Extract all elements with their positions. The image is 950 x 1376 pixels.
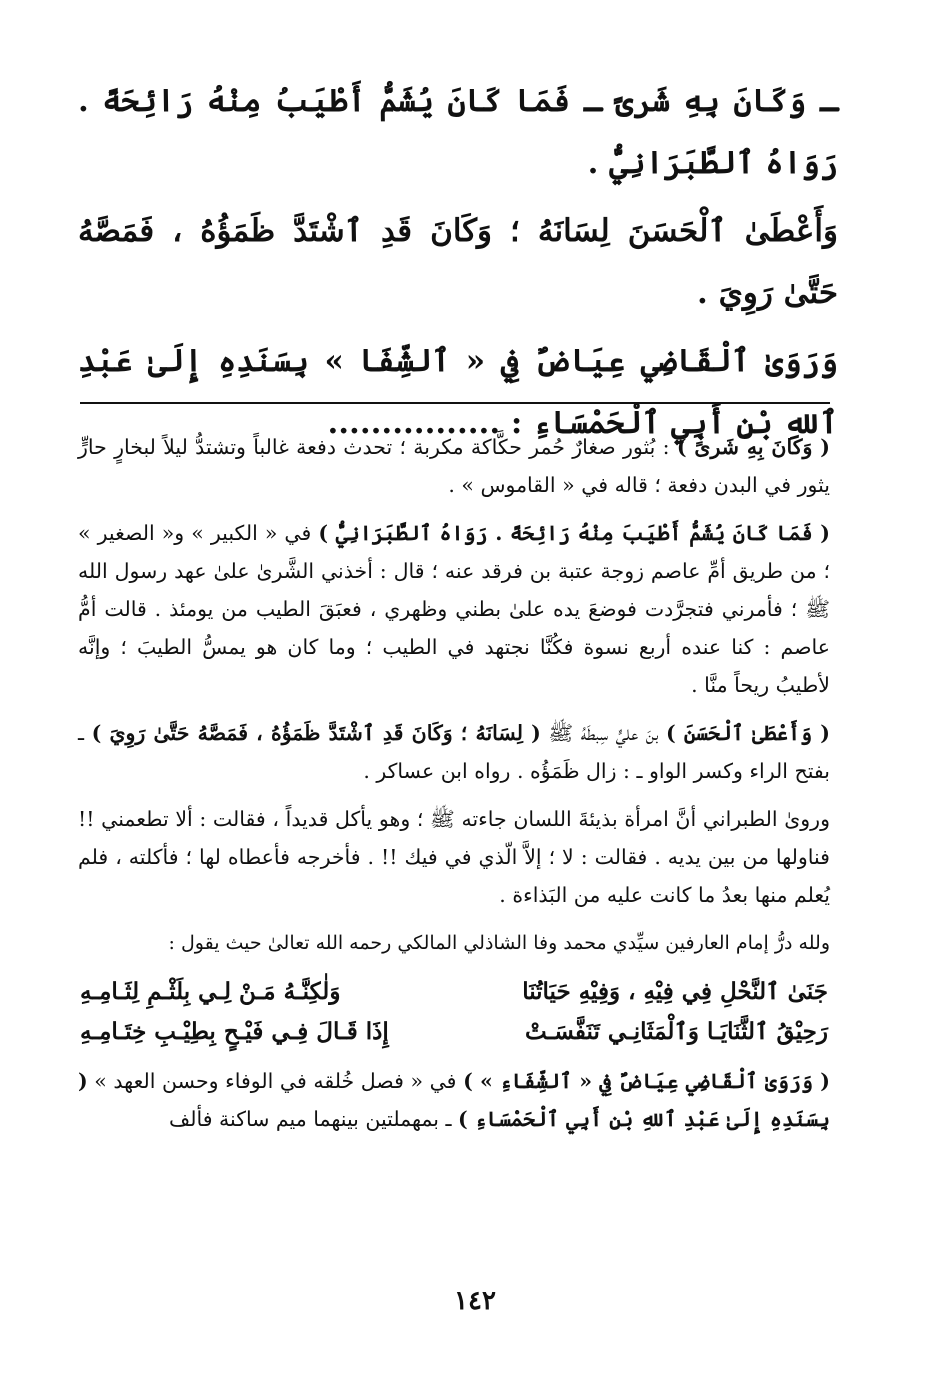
poem-intro: ولله درُّ إمام العارفين سيِّدي محمد وفا الشاذلي المالكي رحمه الله تعالىٰ حيث يقول : (168, 932, 830, 954)
verse-2-second-hemistich: إِذَا قَـالَ فِـي فَيْـحٍ بِطِيْـبِ خِتَـامِـهِ (80, 1018, 389, 1045)
note-3-insert: بنَ عليٍّ سِبطَهُ ﷺ (548, 721, 659, 745)
note-3 (78, 714, 830, 790)
verse-2-first-hemistich: رَحِيْقُ ٱلثَّنَايَـا وَٱلْمَثَانِـي تَنَفَّسَـتْ (525, 1018, 828, 1045)
note-6-text: ـ بمهملتين بينهما ميم ساكنة فألف (168, 1107, 452, 1131)
main-paragraph-1: ـ وَكَانَ بِهِ شَرىً ـ فَمَا كَانَ يُشَمُّ أَطْيَبُ مِنْهُ رَائِحَةً . رَوَاهُ ٱلطَّبَرَانِيُّ . (78, 83, 838, 181)
note-2-text: في « الكبير » و« الصغير » ؛ من طريق أمِّ عاصم زوجة عتبة بن فرقد عنه ؛ قال : أخذني الشَّرىٰ علىٰ عهد رسول الله ﷺ ؛ فأمرني فتجرَّدت فوضعَ يده علىٰ بطني وظهري ، فعبَقَ الطيب من يومئذ . قالت أمُّ عاصم : كنا عنده أربع نسوة فكُنَّا نجتهد في الطيب ؛ وما كان هو يمسُّ الطيبَ ؛ وإنَّه لأطيبُ ريحاً منَّا . (78, 521, 830, 697)
note-6 (78, 1062, 830, 1138)
note-6-quote-b: ( بِسَنَدِهِ إِلَىٰ عَبْدِ ٱللهِ بْنِ أَبِي ٱلْحَمْسَاءِ ) (78, 1069, 830, 1131)
note-6-quote-a: ( وَرَوَىٰ ٱلْقَاضِي عِيَاضٌ فِي « ٱلشِّفَاءِ » ) (463, 1069, 830, 1093)
note-3-text: ـ بفتح الراء وكسر الواو ـ : زال ظَمَؤُه . رواه ابن عساكر . (78, 721, 830, 783)
main-paragraph-2: وَأَعْطَىٰ ٱلْحَسَنَ لِسَانَهُ ؛ وَكَانَ قَدِ ٱشْتَدَّ ظَمَؤُهُ ، فَمَصَّهُ حَتَّىٰ رَوِيَ . (78, 213, 838, 311)
note-1-quote: ( وَكَانَ بِهِ شَرىً ) (676, 435, 830, 459)
commentary (78, 428, 830, 1148)
note-1-text: : بُثور صغارٌ حُمر حكَّاكة مكربة ؛ تحدث دفعة غالباً وتشتدُّ ليلاً لبخارٍ حارٍّ يثور في البدن دفعة ؛ قاله في « القاموس » . (78, 435, 830, 497)
poem-verse-1 (78, 972, 830, 1012)
note-3-quote-a: ( وَأَعْطَىٰ ٱلْحَسَنَ ) (665, 721, 830, 745)
note-3-quote-b: ( لِسَانَهُ ؛ وَكَانَ قَدِ ٱشْتَدَّ ظَمَؤُهُ ، فَمَصَّهُ حَتَّىٰ رَوِيَ ) (91, 721, 541, 745)
note-2-quote: ( فَمَا كَانَ يُشَمُّ أَطْيَبَ مِنْهُ رَائِحَةً . رَوَاهُ ٱلطَّبَرَانِيُّ ) (318, 521, 831, 545)
main-paragraph-3-text: وَرَوَىٰ ٱلْقَاضِي عِيَاضٌ فِي « ٱلشِّفَا » بِسَنَدِهِ إِلَىٰ عَبْدِ ٱللهِ بْنِ أَبِي ٱلْحَمْسَاءِ : (78, 343, 838, 441)
note-6-insert: في « فصل خُلقه في الوفاء وحسن العهد » (94, 1069, 457, 1093)
verse-1-first-hemistich: جَنَىٰ ٱلنَّحْلِ فِي فِيْهِ ، وَفِيْهِ حَيَاتُنَا (522, 978, 828, 1005)
verse-1-second-hemistich: وَلٰكِنَّـهُ مَـنْ لِـي بِلَثْـمِ لِثَـامِـهِ (80, 978, 341, 1005)
page-number: ١٤٢ (454, 1286, 496, 1316)
note-4: وروىٰ الطبراني أنَّ امرأة بذيئةَ اللسان جاءته ﷺ ؛ وهو يأكل قديداً ، فقالت : ألا تطعمني !! فناولها من بين يديه . فقالت : لا ؛ إلاَّ الّذي في فيك !! . فأخرجه فأعطاه لها ؛ فأكلته ، فلم يُعلم منها بعدُ ما كانت عليه من البَذاءة . (78, 807, 830, 907)
note-2 (78, 514, 830, 704)
note-1 (78, 428, 830, 504)
footnote-separator (80, 402, 830, 404)
ellipsis-dots: ................ (327, 405, 501, 441)
poem-verse-2 (78, 1012, 830, 1052)
